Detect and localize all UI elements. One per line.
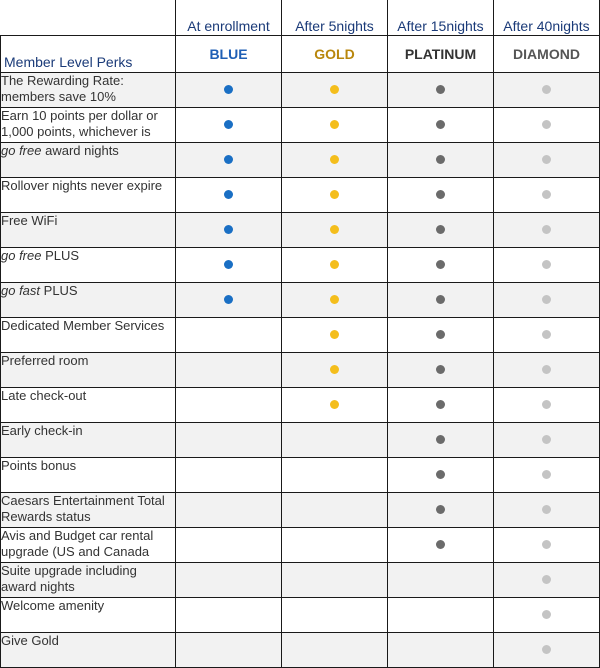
table-row — [1, 178, 600, 213]
included-dot-icon — [542, 610, 551, 619]
perk-name-text: Dedicated Member Services — [1, 318, 165, 333]
perk-cell-gold — [282, 598, 388, 633]
included-dot-icon — [330, 190, 339, 199]
included-dot-icon — [330, 400, 339, 409]
perk-name-text: Points bonus — [1, 458, 77, 473]
perk-cell-gold — [282, 423, 388, 458]
perk-name-text: Rollover nights never expire — [1, 178, 163, 193]
included-dot-icon — [436, 470, 445, 479]
included-dot-icon — [436, 330, 445, 339]
perk-cell-blue — [176, 563, 282, 598]
table-row — [1, 563, 600, 598]
perk-name-text: PLUS — [40, 283, 78, 298]
included-dot-icon — [224, 295, 233, 304]
table-row — [1, 633, 600, 668]
table-row — [1, 423, 600, 458]
perk-cell-blue — [176, 108, 282, 143]
perk-cell-diamond — [494, 143, 600, 178]
perk-name — [1, 178, 176, 213]
perk-name — [1, 73, 176, 108]
perk-cell-gold — [282, 73, 388, 108]
perk-name — [1, 388, 176, 423]
table-row — [1, 143, 600, 178]
perk-cell-diamond — [494, 458, 600, 493]
perk-cell-blue — [176, 318, 282, 353]
perk-name-text: PLUS — [41, 248, 80, 263]
header-corner — [1, 0, 176, 36]
included-dot-icon — [330, 260, 339, 269]
perk-name-text: Earn 10 points per dollar or 1,000 points, whichever is — [1, 108, 158, 139]
perk-cell-gold — [282, 633, 388, 668]
perk-cell-blue — [176, 528, 282, 563]
included-dot-icon — [542, 190, 551, 199]
perk-name — [1, 248, 176, 283]
included-dot-icon — [542, 400, 551, 409]
perk-name-text: Welcome amenity — [1, 598, 105, 613]
perk-name — [1, 528, 176, 563]
perk-cell-gold — [282, 108, 388, 143]
perk-cell-diamond — [494, 318, 600, 353]
perk-cell-platinum — [388, 283, 494, 318]
table-row — [1, 213, 600, 248]
perk-cell-diamond — [494, 493, 600, 528]
perk-cell-gold — [282, 388, 388, 423]
perk-name — [1, 493, 176, 528]
perk-name-text: Preferred room — [1, 353, 89, 368]
perk-cell-diamond — [494, 108, 600, 143]
perk-cell-platinum — [388, 633, 494, 668]
included-dot-icon — [330, 365, 339, 374]
level-blue: BLUE — [176, 36, 282, 73]
included-dot-icon — [330, 120, 339, 129]
level-platinum: PLATINUM — [388, 36, 494, 73]
perk-cell-blue — [176, 353, 282, 388]
included-dot-icon — [542, 645, 551, 654]
requirement-diamond: After 40nights — [494, 0, 600, 36]
included-dot-icon — [542, 330, 551, 339]
perk-name-text: award nights — [41, 143, 119, 158]
perk-cell-blue — [176, 493, 282, 528]
perk-cell-platinum — [388, 213, 494, 248]
included-dot-icon — [542, 575, 551, 584]
perk-cell-blue — [176, 248, 282, 283]
perk-cell-blue — [176, 143, 282, 178]
perk-cell-diamond — [494, 528, 600, 563]
perk-rows — [1, 73, 600, 668]
perk-name-text: Late check-out — [1, 388, 87, 403]
perk-cell-diamond — [494, 283, 600, 318]
perk-name-text: The Rewarding Rate: members save 10% — [1, 73, 124, 104]
included-dot-icon — [224, 260, 233, 269]
included-dot-icon — [542, 120, 551, 129]
table-row — [1, 283, 600, 318]
perk-cell-blue — [176, 423, 282, 458]
perk-cell-blue — [176, 598, 282, 633]
table-row — [1, 458, 600, 493]
perk-name — [1, 353, 176, 388]
perk-name — [1, 458, 176, 493]
perk-cell-gold — [282, 178, 388, 213]
perk-name-text: Suite upgrade including award nights — [1, 563, 137, 594]
included-dot-icon — [436, 120, 445, 129]
included-dot-icon — [224, 225, 233, 234]
included-dot-icon — [542, 225, 551, 234]
perk-name-emphasis: go fast — [1, 283, 41, 298]
perk-name-text: Avis and Budget car rental upgrade (US and Canada — [1, 528, 154, 559]
perk-column-header: Member Level Perks — [1, 36, 176, 73]
included-dot-icon — [224, 120, 233, 129]
perk-cell-platinum — [388, 528, 494, 563]
perk-cell-gold — [282, 458, 388, 493]
included-dot-icon — [542, 155, 551, 164]
perk-cell-gold — [282, 248, 388, 283]
included-dot-icon — [224, 155, 233, 164]
included-dot-icon — [436, 190, 445, 199]
included-dot-icon — [224, 85, 233, 94]
included-dot-icon — [436, 365, 445, 374]
perk-cell-platinum — [388, 248, 494, 283]
perk-name-text: Early check-in — [1, 423, 83, 438]
requirements-header-row — [1, 0, 600, 36]
included-dot-icon — [436, 540, 445, 549]
perk-cell-gold — [282, 143, 388, 178]
table-row — [1, 108, 600, 143]
perk-cell-diamond — [494, 423, 600, 458]
perk-cell-platinum — [388, 73, 494, 108]
perk-cell-platinum — [388, 108, 494, 143]
included-dot-icon — [330, 85, 339, 94]
perk-cell-gold — [282, 528, 388, 563]
included-dot-icon — [542, 295, 551, 304]
requirement-blue: At enrollment — [176, 0, 282, 36]
included-dot-icon — [436, 435, 445, 444]
included-dot-icon — [330, 225, 339, 234]
perk-cell-platinum — [388, 388, 494, 423]
perk-name — [1, 598, 176, 633]
perk-cell-blue — [176, 73, 282, 108]
perk-cell-gold — [282, 493, 388, 528]
perk-cell-gold — [282, 353, 388, 388]
included-dot-icon — [542, 85, 551, 94]
perk-name — [1, 213, 176, 248]
perk-cell-diamond — [494, 178, 600, 213]
perk-name — [1, 633, 176, 668]
perk-name-text: Give Gold — [1, 633, 59, 648]
perk-name-text: Caesars Entertainment Total Rewards status — [1, 493, 165, 524]
included-dot-icon — [542, 540, 551, 549]
perk-cell-platinum — [388, 423, 494, 458]
included-dot-icon — [542, 365, 551, 374]
level-gold: GOLD — [282, 36, 388, 73]
perk-cell-blue — [176, 458, 282, 493]
perk-name — [1, 108, 176, 143]
perk-cell-blue — [176, 283, 282, 318]
perk-cell-blue — [176, 388, 282, 423]
requirement-gold: After 5nights — [282, 0, 388, 36]
included-dot-icon — [330, 155, 339, 164]
perk-cell-gold — [282, 283, 388, 318]
perk-cell-platinum — [388, 178, 494, 213]
perk-name-emphasis: go free — [1, 248, 42, 263]
perk-name — [1, 563, 176, 598]
perk-name-emphasis: go free — [1, 143, 42, 158]
perk-cell-diamond — [494, 353, 600, 388]
perk-cell-diamond — [494, 633, 600, 668]
included-dot-icon — [330, 295, 339, 304]
perk-cell-platinum — [388, 563, 494, 598]
perk-cell-diamond — [494, 598, 600, 633]
perk-name-text: Free WiFi — [1, 213, 58, 228]
included-dot-icon — [436, 225, 445, 234]
perk-cell-blue — [176, 633, 282, 668]
included-dot-icon — [436, 260, 445, 269]
perk-cell-blue — [176, 213, 282, 248]
table-row — [1, 598, 600, 633]
included-dot-icon — [542, 505, 551, 514]
included-dot-icon — [542, 435, 551, 444]
perk-cell-platinum — [388, 143, 494, 178]
perk-cell-platinum — [388, 598, 494, 633]
perk-name — [1, 283, 176, 318]
included-dot-icon — [436, 400, 445, 409]
table-row — [1, 388, 600, 423]
levels-header-row — [1, 36, 600, 73]
included-dot-icon — [436, 85, 445, 94]
included-dot-icon — [542, 260, 551, 269]
included-dot-icon — [542, 470, 551, 479]
perk-cell-platinum — [388, 353, 494, 388]
perk-cell-gold — [282, 213, 388, 248]
perk-cell-platinum — [388, 318, 494, 353]
table-row — [1, 353, 600, 388]
perk-name — [1, 143, 176, 178]
perk-cell-diamond — [494, 563, 600, 598]
level-diamond: DIAMOND — [494, 36, 600, 73]
requirement-platinum: After 15nights — [388, 0, 494, 36]
perk-cell-diamond — [494, 248, 600, 283]
table-row — [1, 528, 600, 563]
perk-cell-gold — [282, 318, 388, 353]
perk-cell-gold — [282, 563, 388, 598]
perk-name — [1, 423, 176, 458]
perk-cell-diamond — [494, 388, 600, 423]
included-dot-icon — [436, 295, 445, 304]
included-dot-icon — [224, 190, 233, 199]
table-row — [1, 318, 600, 353]
table-row — [1, 248, 600, 283]
included-dot-icon — [436, 505, 445, 514]
perk-cell-blue — [176, 178, 282, 213]
perk-name — [1, 318, 176, 353]
perk-cell-diamond — [494, 213, 600, 248]
perk-cell-platinum — [388, 493, 494, 528]
perk-cell-platinum — [388, 458, 494, 493]
included-dot-icon — [436, 155, 445, 164]
perk-cell-diamond — [494, 73, 600, 108]
table-row — [1, 493, 600, 528]
table-row — [1, 73, 600, 108]
included-dot-icon — [330, 330, 339, 339]
